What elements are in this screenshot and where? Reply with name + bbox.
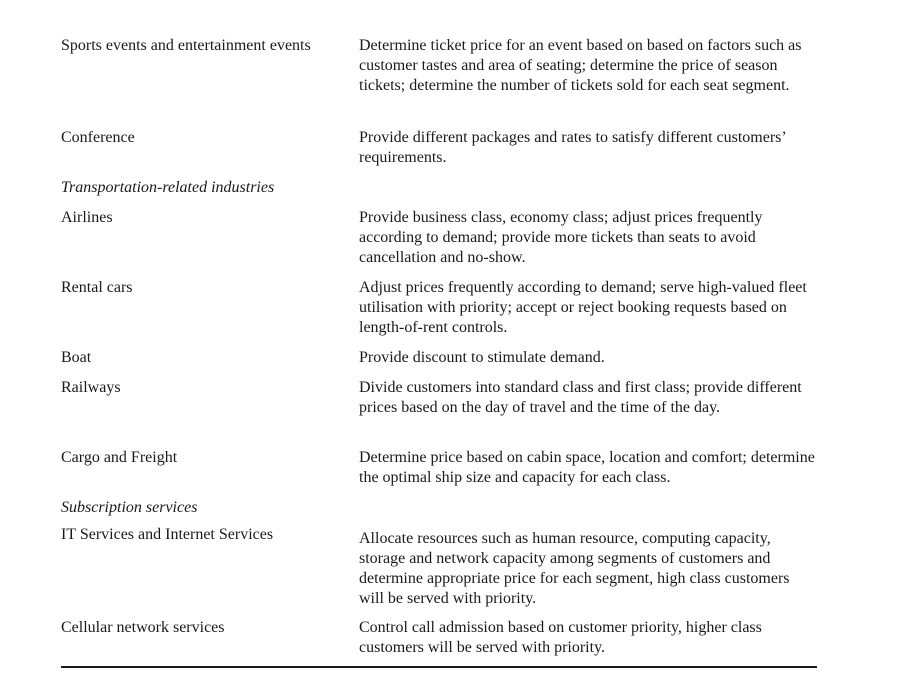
table-row xyxy=(61,208,817,278)
industry-cell: Airlines xyxy=(61,209,113,226)
section-heading: Transportation-related industries xyxy=(61,179,275,196)
section-row xyxy=(61,498,817,525)
industry-table xyxy=(61,36,817,662)
description-cell: Allocate resources such as human resource, computing capacity, storage and network capacity among segments of customers and determine appropriate price for each segment, high class customers will be served with priority. xyxy=(359,530,790,607)
description-cell: Control call admission based on customer priority, higher class customers will be served with priority. xyxy=(359,619,762,656)
description-cell: Provide discount to stimulate demand. xyxy=(359,349,605,366)
table-row xyxy=(61,448,817,498)
description-cell: Provide different packages and rates to satisfy different customers’ requirements. xyxy=(359,129,786,166)
section-heading: Subscription services xyxy=(61,499,198,516)
description-cell: Determine ticket price for an event based on based on factors such as customer tastes and area of seating; determine the price of season tickets; determine the number of tickets sold for each seat segment. xyxy=(359,37,802,94)
description-cell: Provide business class, economy class; adjust prices frequently according to demand; provide more tickets than seats to avoid cancellation and no-show. xyxy=(359,209,763,266)
table-row xyxy=(61,525,817,618)
table-row xyxy=(61,128,817,178)
table-row xyxy=(61,348,817,378)
industry-cell: Cellular network services xyxy=(61,619,225,636)
table-row xyxy=(61,378,817,448)
industry-cell: IT Services and Internet Services xyxy=(61,526,274,543)
industry-cell: Conference xyxy=(61,129,135,146)
description-cell: Determine price based on cabin space, location and comfort; determine the optimal ship size and capacity for each class. xyxy=(359,449,815,486)
industry-cell: Sports events and entertainment events xyxy=(61,37,311,54)
section-row xyxy=(61,178,817,208)
table-row xyxy=(61,36,817,128)
description-cell: Divide customers into standard class and first class; provide different prices based on the day of travel and the time of the day. xyxy=(359,379,802,416)
table-row xyxy=(61,278,817,348)
table-row xyxy=(61,618,817,662)
industry-cell: Railways xyxy=(61,379,121,396)
industry-cell: Cargo and Freight xyxy=(61,449,178,466)
industry-cell: Boat xyxy=(61,349,92,366)
table-bottom-rule xyxy=(61,666,817,668)
description-cell: Adjust prices frequently according to demand; serve high-valued fleet utilisation with priority; accept or reject booking requests based on length-of-rent controls. xyxy=(359,279,807,336)
industry-cell: Rental cars xyxy=(61,279,133,296)
